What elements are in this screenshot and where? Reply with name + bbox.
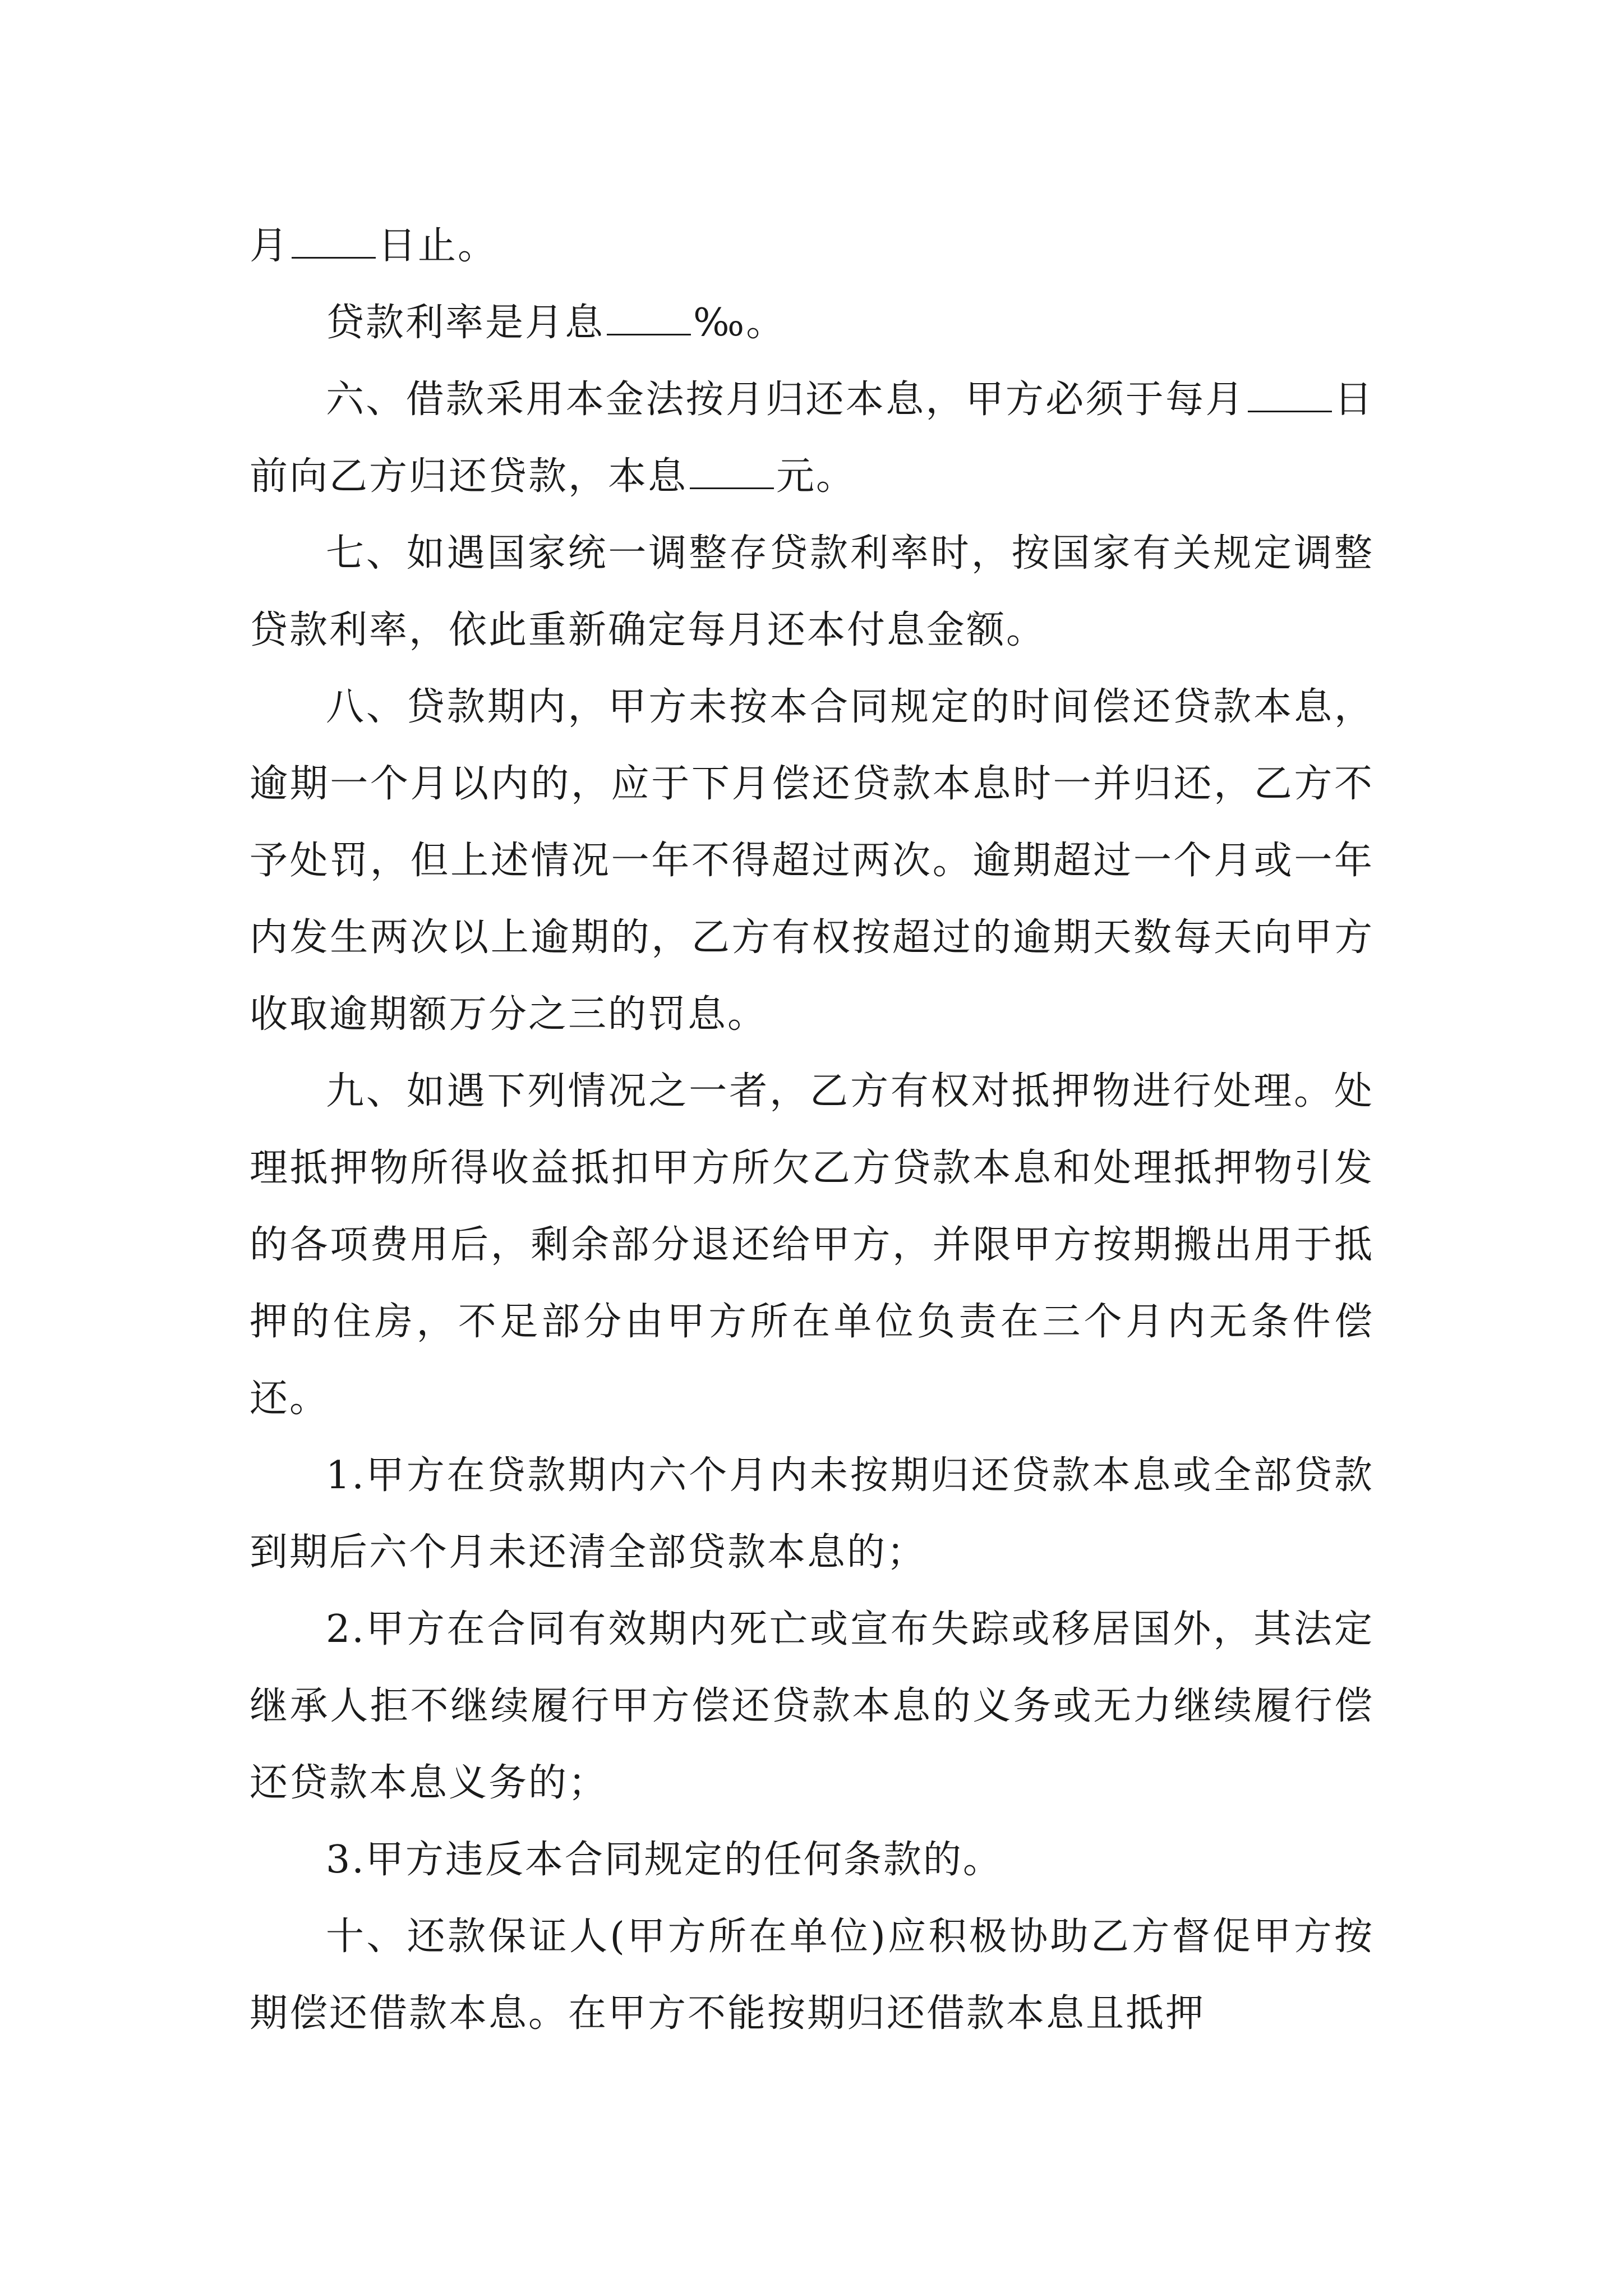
- paragraph-interest-rate: [250, 284, 1374, 361]
- paragraph-clause-9-item-3: [250, 1821, 1374, 1898]
- paragraph-clause-9: [250, 1053, 1374, 1437]
- paragraph-term-end: [250, 208, 1374, 284]
- paragraph-clause-9-item-2: [250, 1591, 1374, 1821]
- text-segment: ‰。: [693, 301, 786, 345]
- text-segment: 元。: [776, 454, 856, 499]
- text-segment: 日前向乙方归还贷款，本息: [250, 378, 1374, 499]
- fill-in-blank: [1248, 376, 1332, 412]
- paragraph-clause-9-item-1: [250, 1437, 1374, 1591]
- text-segment: 1.甲方在贷款期内六个月内未按期归还贷款本息或全部贷款到期后六个月未还清全部贷款本息的；: [250, 1453, 1374, 1575]
- text-segment: 3.甲方违反本合同规定的任何条款的。: [326, 1838, 1003, 1882]
- paragraph-clause-6: [250, 361, 1374, 515]
- paragraph-clause-8: [250, 669, 1374, 1053]
- text-segment: 十、还款保证人(甲方所在单位)应积极协助乙方督促甲方按期偿还借款本息。在甲方不能按期归还借款本息且抵押: [250, 1915, 1374, 2036]
- paragraph-clause-10: [250, 1898, 1374, 2052]
- text-segment: 六、借款采用本金法按月归还本息，甲方必须于每月: [326, 378, 1246, 422]
- text-segment: 八、贷款期内，甲方未按本合同规定的时间偿还贷款本息，逾期一个月以内的，应于下月偿还贷款本息时一并归还，乙方不予处罚，但上述情况一年不得超过两次。逾期超过一个月或一年内发生两次以上逾期的，乙方有权按超过的逾期天数每天向甲方收取逾期额万分之三的罚息。: [250, 685, 1374, 1037]
- fill-in-blank: [607, 300, 691, 335]
- fill-in-blank: [690, 453, 774, 489]
- text-segment: 九、如遇下列情况之一者，乙方有权对抵押物进行处理。处理抵押物所得收益抵扣甲方所欠乙方贷款本息和处理抵押物引发的各项费用后，剩余部分退还给甲方，并限甲方按期搬出用于抵押的住房，不足部分由甲方所在单位负责在三个月内无条件偿还。: [250, 1069, 1374, 1421]
- contract-body: [250, 208, 1374, 2052]
- text-segment: 2.甲方在合同有效期内死亡或宣布失踪或移居国外，其法定继承人拒不继续履行甲方偿还贷款本息的义务或无力继续履行偿还贷款本息义务的；: [250, 1607, 1374, 1805]
- text-segment: 日止。: [378, 224, 498, 268]
- text-segment: 七、如遇国家统一调整存贷款利率时，按国家有关规定调整贷款利率，依此重新确定每月还本付息金额。: [250, 531, 1374, 652]
- text-segment: 月: [250, 224, 290, 268]
- fill-in-blank: [292, 223, 376, 259]
- paragraph-clause-7: [250, 515, 1374, 669]
- text-segment: 贷款利率是月息: [326, 301, 605, 345]
